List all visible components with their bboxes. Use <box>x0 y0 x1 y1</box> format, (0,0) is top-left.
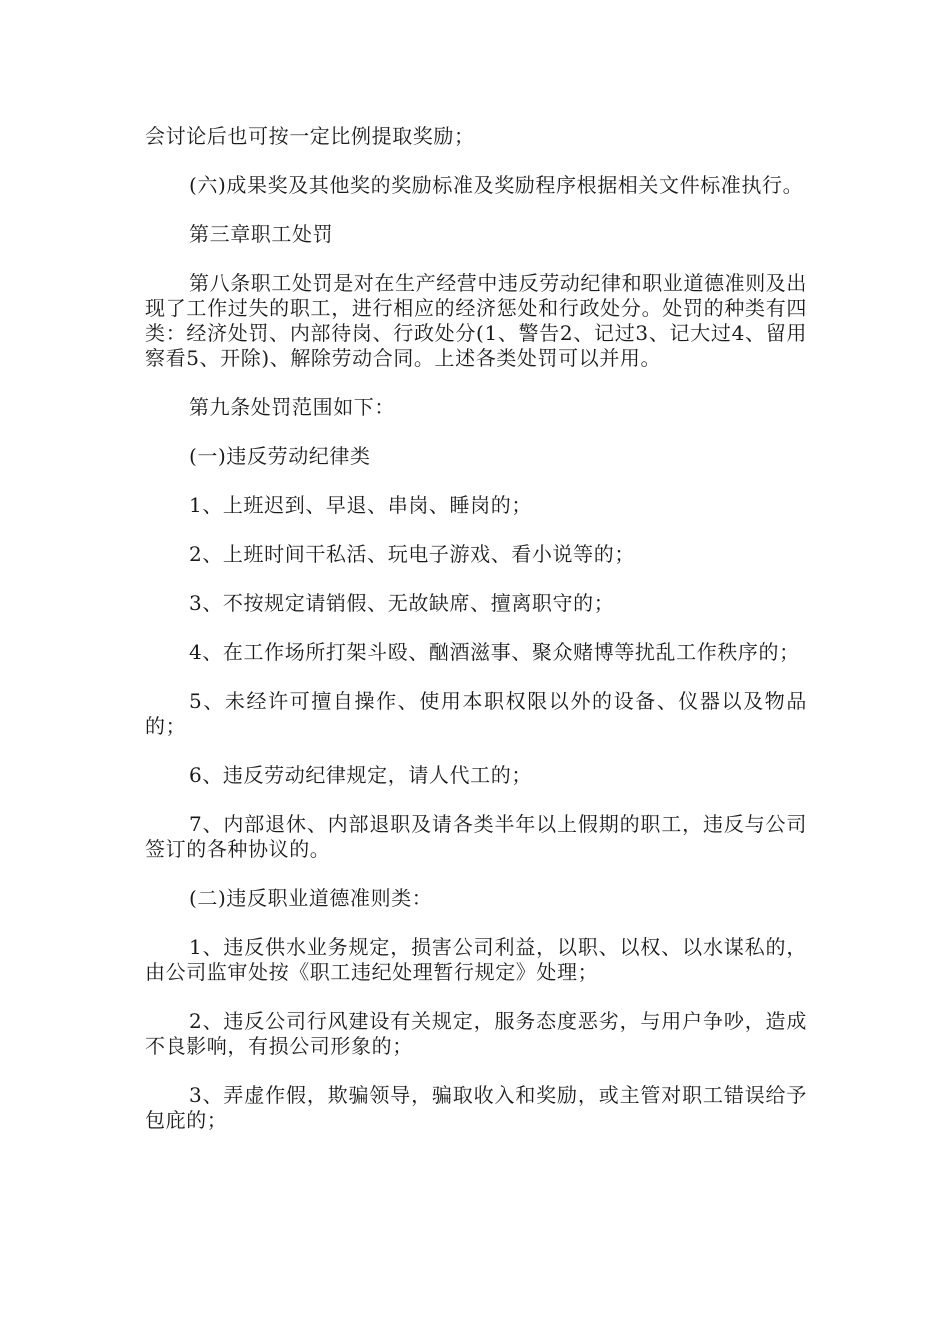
article-8: 第八条职工处罚是对在生产经营中违反劳动纪律和职业道德准则及出现了工作过失的职工，进行相应的经济惩处和行政处分。处罚的种类有四类：经济处罚、内部待岗、行政处分(1、警告2、记过3、记大过4、留用察看5、开除)、解除劳动合同。上述各类处罚可以并用。 <box>145 271 807 370</box>
paragraph-item-6: (六)成果奖及其他奖的奖励标准及奖励程序根据相关文件标准执行。 <box>189 173 804 197</box>
article-9: 第九条处罚范围如下： <box>189 395 395 419</box>
paragraph-continuation: 会讨论后也可按一定比例提取奖励； <box>145 124 475 148</box>
list-item: 3、弄虚作假，欺骗领导，骗取收入和奖励，或主管对职工错误给予包庇的； <box>145 1083 807 1132</box>
list-item: 1、违反供水业务规定，损害公司利益，以职、以权、以水谋私的，由公司监审处按《职工违纪处理暂行规定》处理； <box>145 935 807 984</box>
list-item: 5、未经许可擅自操作、使用本职权限以外的设备、仪器以及物品的； <box>145 689 807 738</box>
list-item: 4、在工作场所打架斗殴、酗酒滋事、聚众赌博等扰乱工作秩序的； <box>189 640 800 664</box>
list-item: 6、违反劳动纪律规定，请人代工的； <box>189 763 532 787</box>
section-heading-2: (二)违反职业道德准则类： <box>189 886 433 910</box>
list-item: 2、违反公司行风建设有关规定，服务态度恶劣，与用户争吵，造成不良影响，有损公司形象的； <box>145 1009 807 1058</box>
section-heading-1: (一)违反劳动纪律类 <box>189 444 371 468</box>
list-item: 7、内部退休、内部退职及请各类半年以上假期的职工，违反与公司签订的各种协议的。 <box>145 812 807 861</box>
list-item: 2、上班时间干私活、玩电子游戏、看小说等的； <box>189 542 635 566</box>
chapter-heading: 第三章职工处罚 <box>189 222 334 246</box>
list-item: 1、上班迟到、早退、串岗、睡岗的； <box>189 493 532 517</box>
document-page <box>145 124 807 1133</box>
list-item: 3、不按规定请销假、无故缺席、擅离职守的； <box>189 591 615 615</box>
